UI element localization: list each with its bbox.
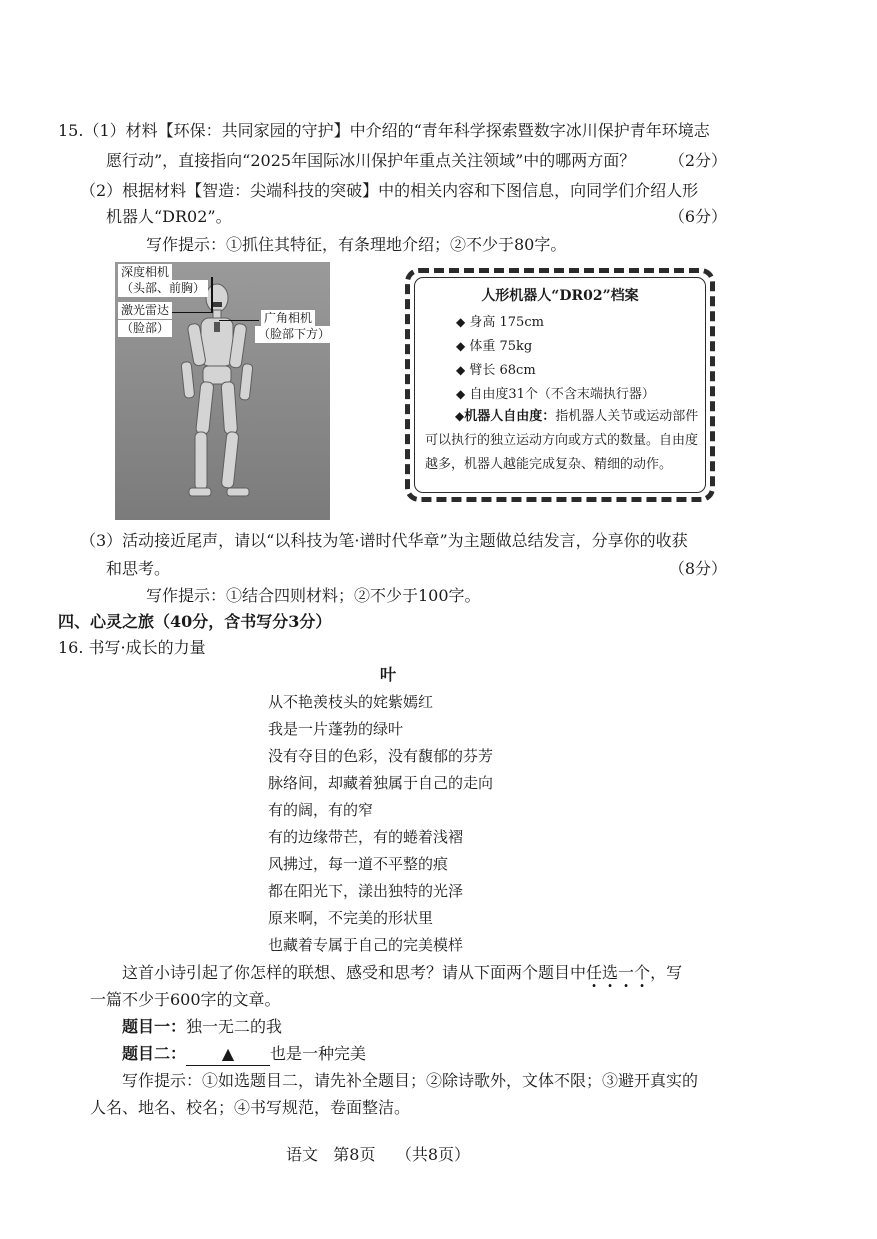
topic-one-label: 题目一：: [122, 1017, 187, 1036]
poem-line-8: 都在阳光下，漾出独特的光泽: [268, 882, 464, 900]
spec-arm-length: [456, 361, 536, 380]
topic-two-blank: ▲: [186, 1043, 270, 1066]
dof-definition-text: 指机器人关节或运动部件可以执行的独立运动方向或方式的数量。自由度越多，机器人越能完成复杂、精细的动作。: [425, 409, 699, 472]
poem-line-4: 脉络间，却藏着独属于自己的走向: [268, 774, 494, 792]
emphasis-char: 任: [586, 963, 603, 982]
poem-line-10: 也藏着专属于自己的完美模样: [268, 936, 464, 954]
q16-title: 16. 书写·成长的力量: [58, 638, 206, 657]
essay-hint-line-2: 人名、地名、校名；④书写规范，卷面整洁。: [90, 1098, 411, 1117]
q15-part1-score: （2分）: [668, 151, 727, 170]
topic-two-label: 题目二：: [122, 1044, 187, 1063]
q15-part1-line2: 愿行动”，直接指向“2025年国际冰川保护年重点关注领域”中的哪两方面？: [106, 151, 636, 170]
emphasis-char: 选: [602, 963, 619, 982]
prompt-line-1-text: 这首小诗引起了你怎样的联想、感受和思考？请从下面两个题目中: [122, 963, 587, 982]
emphasis-char: 个: [634, 963, 651, 982]
depth-camera-leader: [211, 277, 213, 313]
lidar-position: （脸部）: [118, 320, 172, 337]
spec-height: [456, 313, 544, 332]
prompt-line-1: [122, 962, 682, 984]
poem-title: 叶: [380, 665, 397, 684]
robot-photo: [115, 262, 330, 520]
poem-line-5: 有的阔，有的窄: [268, 801, 374, 819]
q15-part3-line1: （3）活动接近尾声，请以“以科技为笔·谱时代华章”为主题做总结发言，分享你的收获: [80, 531, 688, 550]
dof-definition: [425, 404, 705, 477]
q15-part2-score: （6分）: [668, 207, 727, 226]
wide-camera-position: （脸部下方）: [255, 326, 330, 343]
poem-line-1: 从不艳羡枝头的姹紫嫣红: [268, 693, 434, 711]
q15-part1-line1: 15.（1）材料【环保：共同家园的守护】中介绍的“青年科学探索暨数字冰川保护青年环境志: [58, 121, 710, 140]
spec-dof-text: 自由度31个（不含末端执行器）: [469, 387, 655, 402]
spec-height-text: 身高 175cm: [469, 315, 544, 330]
depth-camera-position: （头部、前胸）: [118, 280, 208, 297]
topic-two-tail: 也是一种完美: [270, 1044, 367, 1063]
essay-hint-line-1: 写作提示：①如选题目二，请先补全题目；②除诗歌外，文体不限；③避开真实的: [122, 1071, 699, 1090]
poem-line-2: 我是一片蓬勃的绿叶: [268, 720, 404, 738]
spec-arm-length-text: 臂长 68cm: [469, 363, 536, 378]
emphasis-char: 一: [618, 963, 635, 982]
topic-one-text: 独一无二的我: [186, 1017, 283, 1036]
q15-part2-hint: 写作提示：①抓住其特征，有条理地介绍；②不少于80字。: [146, 235, 567, 254]
section4-heading: 四、心灵之旅（40分，含书写分3分）: [58, 612, 332, 631]
q15-part2-line1: （2）根据材料【智造：尖端科技的突破】中的相关内容和下图信息，向同学们介绍人形: [80, 181, 699, 200]
q15-part2-line2: 机器人“DR02”。: [106, 207, 232, 226]
footer-subject: 语文: [286, 1145, 319, 1164]
footer-page-number: 第8页: [333, 1145, 376, 1164]
wide-camera-label: 广角相机: [261, 310, 315, 327]
topic-two: [122, 1043, 366, 1066]
footer-total-pages: （共8页）: [395, 1145, 470, 1164]
prompt-line-2: 一篇不少于600字的文章。: [90, 990, 281, 1009]
robot-figure: [115, 262, 330, 520]
topic-one: [122, 1016, 282, 1038]
lidar-label: 激光雷达: [118, 302, 172, 319]
diamond-bullet-icon: ◆: [456, 387, 466, 401]
poem-line-6: 有的边缘带芒，有的蜷着浅褶: [268, 828, 464, 846]
prompt-line-1-tail: ，写: [650, 963, 683, 982]
poem-line-9: 原来啊，不完美的形状里: [268, 909, 434, 927]
diamond-bullet-icon: ◆: [456, 339, 466, 353]
robot-profile-card: [405, 268, 715, 502]
dof-definition-term: 机器人自由度：: [464, 409, 556, 424]
poem-line-3: 没有夺目的色彩，没有馥郁的芬芳: [268, 747, 494, 765]
spec-dof: [456, 385, 655, 404]
diamond-bullet-icon: ◆: [456, 315, 466, 329]
spec-weight: [456, 337, 532, 356]
wide-camera-leader: [219, 320, 259, 321]
depth-camera-label: 深度相机: [118, 264, 172, 281]
q15-part3-score: （8分）: [668, 559, 727, 578]
q15-part3-line2: 和思考。: [106, 559, 171, 578]
poem-line-7: 风拂过，每一道不平整的痕: [268, 855, 449, 873]
q15-part3-hint: 写作提示：①结合四则材料；②不少于100字。: [146, 586, 481, 605]
page-footer: [286, 1144, 470, 1166]
profile-card-title: 人形机器人“DR02”档案: [481, 288, 639, 304]
diamond-bullet-icon: ◆: [456, 363, 466, 377]
spec-weight-text: 体重 75kg: [469, 339, 533, 354]
diamond-bullet-icon: ◆: [455, 409, 465, 423]
